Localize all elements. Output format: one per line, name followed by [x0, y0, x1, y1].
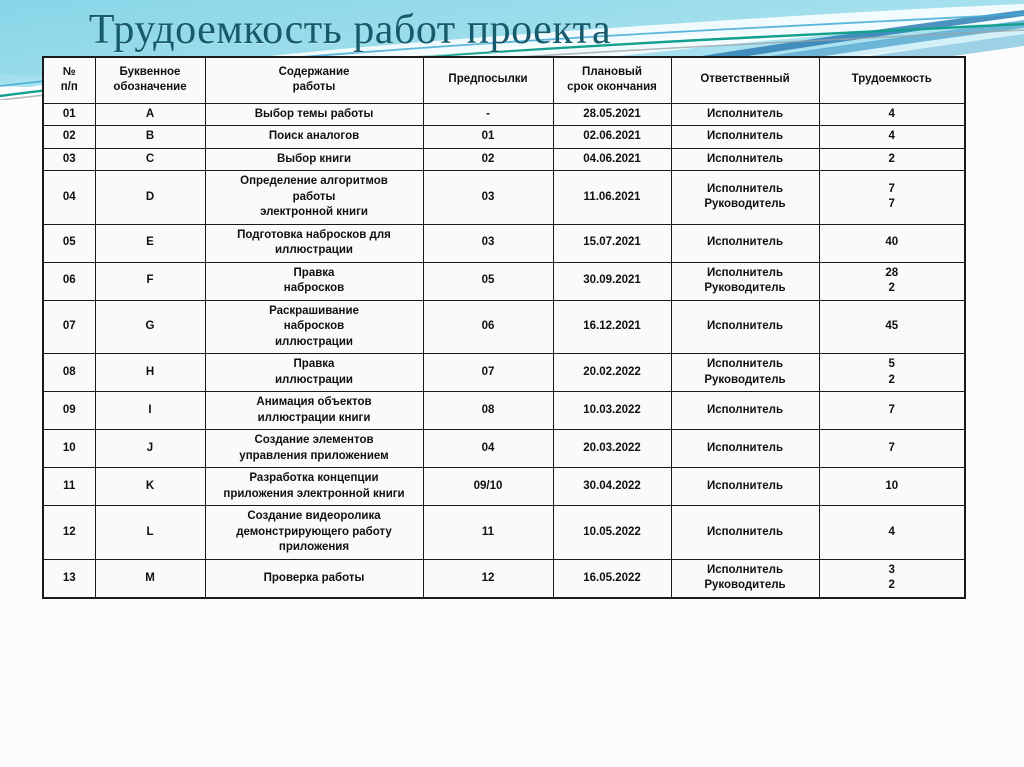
- cell-responsible: [671, 430, 819, 468]
- table-header: [43, 57, 965, 103]
- cell-effort-line: 2: [888, 579, 895, 592]
- column-header-letter: [95, 57, 205, 103]
- cell-responsible-line: Исполнитель: [706, 525, 784, 538]
- cell-responsible-line: Исполнитель: [706, 320, 784, 333]
- cell-number: 01: [43, 103, 95, 126]
- cell-effort-line: 10: [885, 480, 899, 493]
- cell-effort-line: 28: [885, 266, 899, 279]
- table-row: [43, 506, 965, 560]
- cell-content-line: работы: [292, 190, 336, 203]
- table-row: [43, 468, 965, 506]
- cell-prerequisites: 12: [423, 559, 553, 598]
- column-header-deadline: [553, 57, 671, 103]
- cell-number: 11: [43, 468, 95, 506]
- cell-deadline: 20.03.2022: [553, 430, 671, 468]
- cell-content-line: электронной книги: [260, 206, 368, 219]
- cell-letter: I: [95, 392, 205, 430]
- cell-content-line: Анимация объектов: [256, 396, 372, 409]
- cell-prerequisites: 07: [423, 354, 553, 392]
- cell-deadline: 10.03.2022: [553, 392, 671, 430]
- cell-content-line: приложения: [278, 541, 350, 554]
- page-title: Трудоемкость работ проекта: [88, 7, 612, 53]
- cell-effort: [819, 430, 965, 468]
- column-header-number-line1: №: [62, 65, 76, 78]
- cell-effort-line: 7: [888, 182, 895, 195]
- cell-effort: [819, 126, 965, 149]
- cell-effort-line: 3: [888, 563, 895, 576]
- table-row: [43, 103, 965, 126]
- cell-number: 06: [43, 262, 95, 300]
- cell-effort-line: 4: [888, 107, 895, 120]
- cell-effort: [819, 224, 965, 262]
- cell-content: [205, 262, 423, 300]
- cell-content-line: Раскрашивание: [269, 304, 359, 317]
- cell-responsible: [671, 262, 819, 300]
- cell-responsible-line: Руководитель: [704, 282, 786, 295]
- cell-letter: C: [95, 148, 205, 171]
- cell-letter: L: [95, 506, 205, 560]
- project-workload-table: [42, 56, 966, 599]
- cell-number: 09: [43, 392, 95, 430]
- cell-content-line: набросков: [283, 282, 345, 295]
- cell-content-line: Определение алгоритмов: [240, 175, 388, 188]
- workload-table-wrapper: [42, 56, 964, 599]
- cell-letter: A: [95, 103, 205, 126]
- table-row: [43, 559, 965, 598]
- cell-content-line: иллюстрации: [274, 373, 353, 386]
- cell-content: [205, 430, 423, 468]
- cell-content: [205, 126, 423, 149]
- cell-deadline: 15.07.2021: [553, 224, 671, 262]
- cell-prerequisites: -: [423, 103, 553, 126]
- cell-number: 04: [43, 171, 95, 225]
- cell-content-line: Выбор темы работы: [254, 107, 374, 120]
- cell-prerequisites: 04: [423, 430, 553, 468]
- cell-responsible-line: Руководитель: [704, 373, 786, 386]
- cell-responsible-line: Исполнитель: [706, 236, 784, 249]
- column-header-number: [43, 57, 95, 103]
- cell-deadline: 10.05.2022: [553, 506, 671, 560]
- cell-responsible: [671, 171, 819, 225]
- cell-responsible: [671, 103, 819, 126]
- cell-letter: K: [95, 468, 205, 506]
- cell-content-line: Создание видеоролика: [247, 510, 381, 523]
- column-header-number-line2: п/п: [60, 81, 78, 94]
- cell-number: 13: [43, 559, 95, 598]
- column-header-effort-line1: Трудоемкость: [851, 73, 932, 86]
- cell-prerequisites: 03: [423, 224, 553, 262]
- table-row: [43, 430, 965, 468]
- cell-content: [205, 171, 423, 225]
- cell-content: [205, 224, 423, 262]
- cell-prerequisites: 03: [423, 171, 553, 225]
- table-row: [43, 300, 965, 354]
- cell-effort: [819, 171, 965, 225]
- table-row: [43, 354, 965, 392]
- cell-responsible-line: Исполнитель: [706, 130, 784, 143]
- column-header-content-line2: работы: [292, 81, 336, 94]
- cell-effort: [819, 506, 965, 560]
- cell-responsible: [671, 354, 819, 392]
- cell-responsible-line: Исполнитель: [706, 266, 784, 279]
- cell-prerequisites: 05: [423, 262, 553, 300]
- cell-letter: D: [95, 171, 205, 225]
- cell-letter: M: [95, 559, 205, 598]
- cell-effort-line: 2: [888, 152, 895, 165]
- cell-letter: J: [95, 430, 205, 468]
- cell-effort-line: 2: [888, 282, 895, 295]
- cell-number: 08: [43, 354, 95, 392]
- cell-content-line: Правка: [293, 266, 335, 279]
- cell-responsible: [671, 126, 819, 149]
- cell-deadline: 20.02.2022: [553, 354, 671, 392]
- cell-responsible: [671, 468, 819, 506]
- cell-number: 12: [43, 506, 95, 560]
- cell-content-line: Создание элементов: [254, 434, 374, 447]
- cell-content-line: набросков: [283, 320, 345, 333]
- cell-prerequisites: 02: [423, 148, 553, 171]
- column-header-effort: [819, 57, 965, 103]
- cell-content-line: Проверка работы: [263, 571, 365, 584]
- column-header-responsible: [671, 57, 819, 103]
- cell-effort-line: 45: [885, 320, 899, 333]
- cell-deadline: 04.06.2021: [553, 148, 671, 171]
- cell-responsible: [671, 559, 819, 598]
- cell-responsible-line: Исполнитель: [706, 480, 784, 493]
- cell-effort: [819, 148, 965, 171]
- cell-effort: [819, 262, 965, 300]
- cell-effort: [819, 300, 965, 354]
- cell-prerequisites: 11: [423, 506, 553, 560]
- cell-responsible: [671, 148, 819, 171]
- table-row: [43, 171, 965, 225]
- cell-deadline: 30.04.2022: [553, 468, 671, 506]
- cell-responsible-line: Исполнитель: [706, 442, 784, 455]
- column-header-letter-line1: Буквенное: [119, 65, 181, 78]
- cell-content: [205, 300, 423, 354]
- column-header-content: [205, 57, 423, 103]
- table-row: [43, 148, 965, 171]
- table-row: [43, 392, 965, 430]
- cell-number: 07: [43, 300, 95, 354]
- column-header-deadline-line2: срок окончания: [567, 81, 657, 94]
- table-header-row: [43, 57, 965, 103]
- cell-number: 02: [43, 126, 95, 149]
- cell-effort: [819, 354, 965, 392]
- cell-content: [205, 103, 423, 126]
- cell-content-line: Правка: [293, 358, 335, 371]
- table-row: [43, 126, 965, 149]
- cell-effort: [819, 103, 965, 126]
- cell-effort-line: 2: [888, 373, 895, 386]
- cell-content-line: приложения электронной книги: [223, 487, 405, 500]
- cell-content-line: управления приложением: [239, 449, 389, 462]
- cell-content: [205, 559, 423, 598]
- cell-letter: B: [95, 126, 205, 149]
- cell-responsible: [671, 506, 819, 560]
- cell-content-line: иллюстрации: [274, 244, 353, 257]
- cell-letter: E: [95, 224, 205, 262]
- cell-prerequisites: 09/10: [423, 468, 553, 506]
- cell-effort-line: 4: [888, 525, 895, 538]
- cell-content-line: демонстрирующего работу: [236, 525, 392, 538]
- cell-letter: H: [95, 354, 205, 392]
- cell-deadline: 30.09.2021: [553, 262, 671, 300]
- cell-effort-line: 40: [885, 236, 899, 249]
- cell-effort: [819, 468, 965, 506]
- column-header-content-line1: Содержание: [278, 65, 350, 78]
- cell-content-line: Разработка концепции: [249, 472, 379, 485]
- cell-content-line: Подготовка набросков для: [237, 228, 391, 241]
- cell-deadline: 11.06.2021: [553, 171, 671, 225]
- cell-responsible-line: Исполнитель: [706, 107, 784, 120]
- cell-responsible-line: Руководитель: [704, 579, 786, 592]
- cell-content: [205, 468, 423, 506]
- cell-deadline: 02.06.2021: [553, 126, 671, 149]
- table-body: [43, 103, 965, 598]
- cell-responsible: [671, 300, 819, 354]
- cell-prerequisites: 01: [423, 126, 553, 149]
- column-header-prerequisites-line1: Предпосылки: [448, 73, 528, 86]
- cell-effort-line: 7: [888, 403, 895, 416]
- cell-letter: G: [95, 300, 205, 354]
- cell-content: [205, 506, 423, 560]
- column-header-deadline-line1: Плановый: [582, 65, 642, 78]
- cell-responsible: [671, 392, 819, 430]
- column-header-letter-line2: обозначение: [113, 81, 187, 94]
- cell-prerequisites: 06: [423, 300, 553, 354]
- table-row: [43, 224, 965, 262]
- table-row: [43, 262, 965, 300]
- cell-number: 03: [43, 148, 95, 171]
- cell-deadline: 16.12.2021: [553, 300, 671, 354]
- cell-prerequisites: 08: [423, 392, 553, 430]
- cell-content-line: Выбор книги: [276, 152, 352, 165]
- cell-responsible-line: Исполнитель: [706, 182, 784, 195]
- cell-number: 05: [43, 224, 95, 262]
- cell-responsible-line: Исполнитель: [706, 563, 784, 576]
- cell-letter: F: [95, 262, 205, 300]
- cell-content-line: Поиск аналогов: [268, 130, 360, 143]
- cell-responsible-line: Исполнитель: [706, 358, 784, 371]
- cell-responsible-line: Исполнитель: [706, 152, 784, 165]
- column-header-prerequisites: [423, 57, 553, 103]
- cell-effort-line: 7: [888, 198, 895, 211]
- cell-content: [205, 392, 423, 430]
- cell-number: 10: [43, 430, 95, 468]
- cell-content-line: иллюстрации: [274, 335, 353, 348]
- cell-effort: [819, 559, 965, 598]
- cell-responsible: [671, 224, 819, 262]
- cell-effort-line: 7: [888, 442, 895, 455]
- cell-deadline: 28.05.2021: [553, 103, 671, 126]
- cell-content: [205, 148, 423, 171]
- cell-content-line: иллюстрации книги: [257, 411, 371, 424]
- cell-responsible-line: Исполнитель: [706, 403, 784, 416]
- cell-content: [205, 354, 423, 392]
- cell-effort: [819, 392, 965, 430]
- cell-effort-line: 4: [888, 130, 895, 143]
- cell-effort-line: 5: [888, 358, 895, 371]
- cell-responsible-line: Руководитель: [704, 198, 786, 211]
- cell-deadline: 16.05.2022: [553, 559, 671, 598]
- column-header-responsible-line1: Ответственный: [700, 73, 790, 86]
